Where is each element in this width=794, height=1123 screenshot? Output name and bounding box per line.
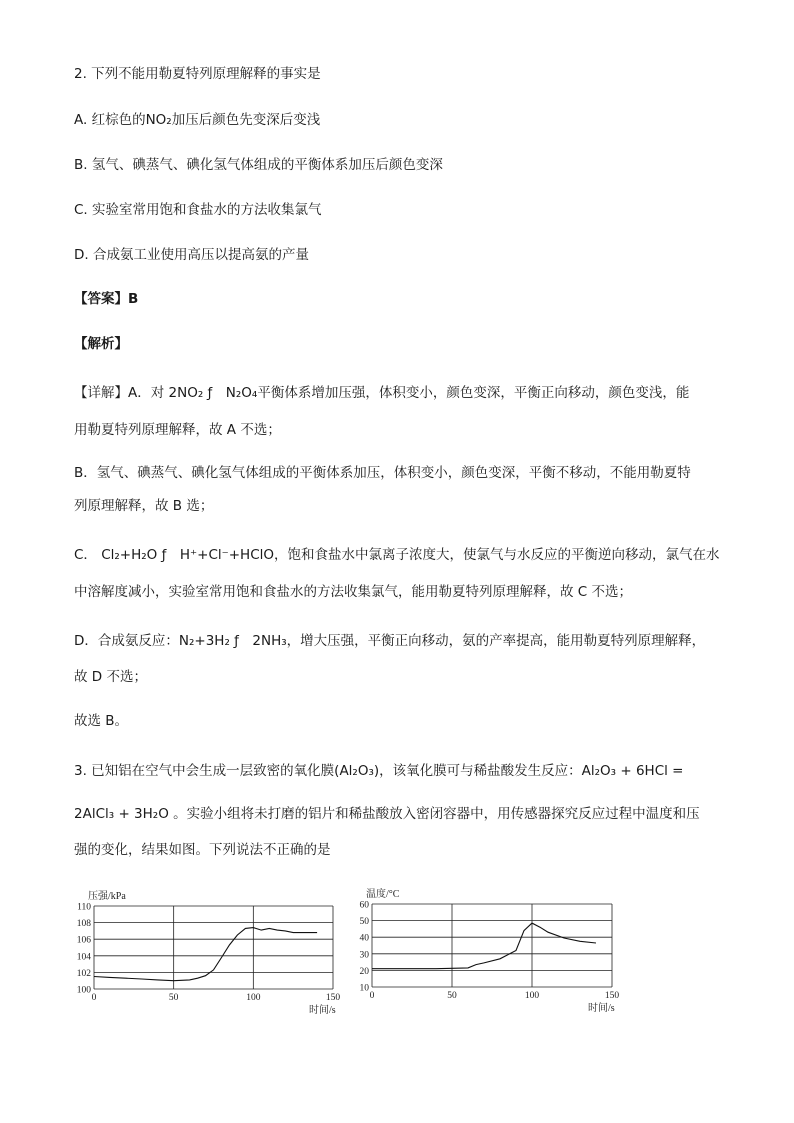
- pressure-chart-svg: [70, 884, 360, 1024]
- analysis-label: 【解析】: [74, 336, 128, 352]
- x-axis-label: 时间/s: [588, 1003, 615, 1014]
- answer-label: 【答案】B: [74, 291, 139, 307]
- q2-stem: 2. 下列不能用勒夏特列原理解释的事实是: [74, 66, 321, 82]
- x-tick-label: 0: [369, 991, 375, 1001]
- x-tick-label: 50: [168, 993, 179, 1003]
- y-tick-label: 110: [77, 902, 91, 913]
- q2-option-d: D. 合成氨工业使用高压以提高氨的产量: [74, 247, 309, 263]
- x-tick-label: 100: [246, 993, 261, 1003]
- detail-a-line-2: 用勒夏特列原理解释，故 A 不选；: [74, 422, 281, 438]
- y-tick-label: 10: [359, 983, 369, 994]
- detail-a-line-1: 【详解】A．对 2NO₂ ƒ N₂O₄平衡体系增加压强，体积变小，颜色变深，平衡正向移动，颜色变浅，能: [74, 385, 690, 401]
- detail-c-line-1: C． Cl₂+H₂O ƒ H⁺+Cl⁻+HClO，饱和食盐水中氯离子浓度大，使氯气与水反应的平衡逆向移动，氯气在水: [74, 547, 720, 563]
- y-tick-label: 100: [76, 985, 91, 996]
- q2-option-c: C. 实验室常用饱和食盐水的方法收集氯气: [74, 202, 322, 218]
- detail-b-line-2: 列原理解释，故 B 选；: [74, 498, 214, 514]
- y-tick-label: 60: [359, 900, 369, 911]
- x-tick-label: 0: [91, 993, 97, 1003]
- q2-option-b: B. 氢气、碘蒸气、碘化氢气体组成的平衡体系加压后颜色变深: [74, 157, 443, 173]
- x-tick-label: 50: [447, 991, 457, 1001]
- q3-stem-line-2: 2AlCl₃ + 3H₂O 。实验小组将未打磨的铝片和稀盐酸放入密闭容器中，用传感器探究反应过程中温度和压: [74, 806, 700, 822]
- y-tick-label: 20: [359, 966, 369, 977]
- detail-c-line-2: 中溶解度减小，实验室常用饱和食盐水的方法收集氯气，能用勒夏特列原理解释，故 C 不选；: [74, 584, 633, 600]
- detail-d-line-1: D．合成氨反应：N₂+3H₂ ƒ 2NH₃，增大压强，平衡正向移动，氨的产率提高，能用勒夏特列原理解释，: [74, 633, 706, 649]
- temperature-chart-svg: [345, 884, 635, 1024]
- y-tick-label: 40: [359, 933, 369, 944]
- y-tick-label: 30: [359, 950, 369, 961]
- conclusion: 故选 B。: [74, 713, 129, 729]
- y-tick-label: 102: [76, 968, 91, 979]
- y-axis-label: 温度/°C: [366, 889, 400, 900]
- q3-stem-line-3: 强的变化，结果如图。下列说法不正确的是: [74, 842, 331, 858]
- y-tick-label: 50: [359, 917, 369, 928]
- q2-option-a: A. 红棕色的NO₂加压后颜色先变深后变浅: [74, 112, 321, 128]
- x-tick-label: 100: [524, 991, 540, 1001]
- y-tick-label: 106: [76, 935, 91, 946]
- pressure-chart: [70, 884, 360, 1028]
- x-tick-label: 150: [325, 993, 341, 1003]
- temperature-chart: [345, 884, 635, 1028]
- x-tick-label: 150: [604, 991, 620, 1001]
- detail-d-line-2: 故 D 不选；: [74, 669, 147, 685]
- q3-stem-line-1: 3. 已知铝在空气中会生成一层致密的氧化膜(Al₂O₃)，该氧化膜可与稀盐酸发生反应：Al₂O₃ + 6HCl =: [74, 763, 684, 779]
- x-axis-label: 时间/s: [309, 1005, 336, 1016]
- detail-b-line-1: B．氢气、碘蒸气、碘化氢气体组成的平衡体系加压，体积变小，颜色变深，平衡不移动，不能用勒夏特: [74, 465, 691, 481]
- series-line: [372, 923, 596, 969]
- y-tick-label: 104: [76, 952, 91, 963]
- y-tick-label: 108: [76, 919, 91, 930]
- y-axis-label: 压强/kPa: [88, 891, 126, 902]
